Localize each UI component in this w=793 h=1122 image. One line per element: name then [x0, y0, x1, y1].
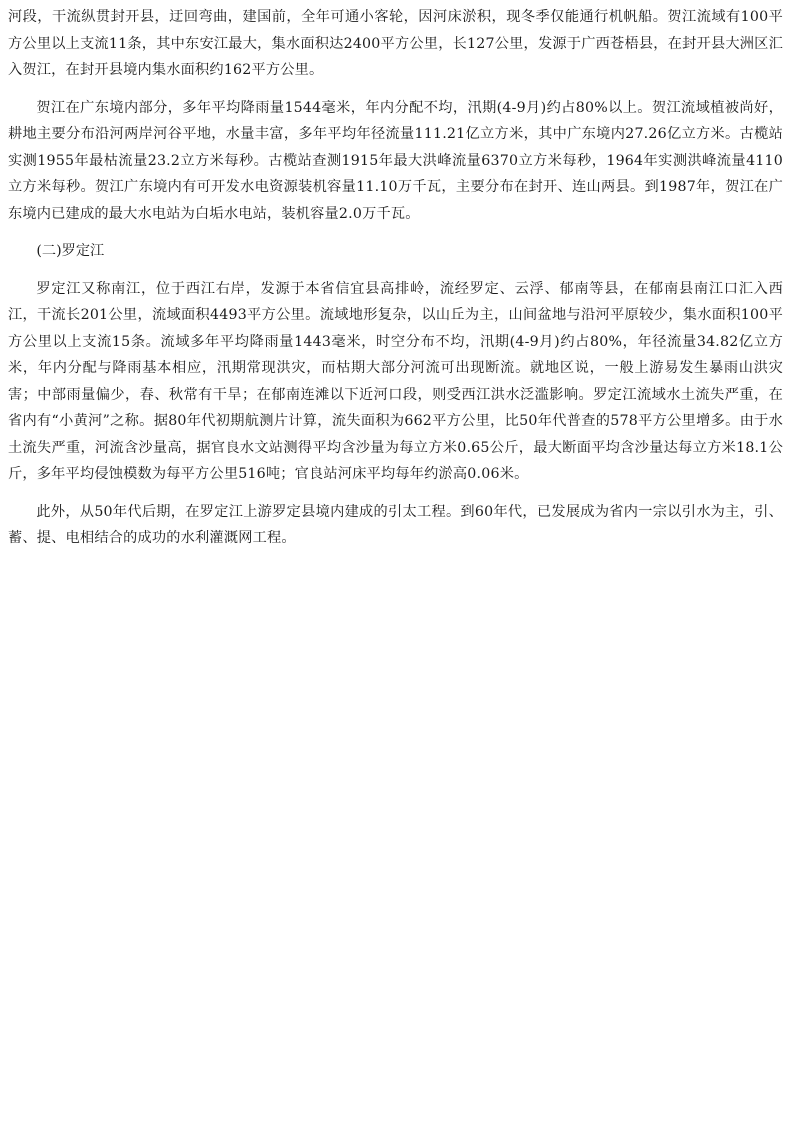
- paragraph-luodingjiang-overview: 罗定江又称南江，位于西江右岸，发源于本省信宜县高排岭，流经罗定、云浮、郁南等县，在郁南县南江口汇入西江，干流长201公里，流域面积4493平方公里。流域地形复杂，以山丘为主，山间盆地与沿河平原较少，集水面积100平方公里以上支流15条。流域多年平均降雨量1443毫米，时空分布不均，汛期(4-9月)约占80%，年径流量34.82亿立方米，年内分配与降雨基本相应，汛期常现洪灾，而枯期大部分河流可出现断流。就地区说，一般上游易发生暴雨山洪灾害；中部雨量偏少，春、秋常有干旱；在郁南连滩以下近河口段，则受西江洪水泛滥影响。罗定江流域水土流失严重，在省内有“小黄河”之称。据80年代初期航测片计算，流失面积为662平方公里，比50年代普查的578平方公里增多。由于水土流失严重，河流含沙量高，据官良水文站测得平均含沙量为每立方米0.65公斤，最大断面平均含沙量达每立方米18.1公斤，多年平均侵蚀模数为每平方公里516吨；官良站河床平均每年约淤高0.06米。: [8, 280, 783, 482]
- paragraph-hejiang-hydrology: 贺江在广东境内部分，多年平均降雨量1544毫米，年内分配不均，汛期(4-9月)约占80%以上。贺江流域植被尚好，耕地主要分布沿河两岸河谷平地，水量丰富，多年平均年径流量111.21亿立方米，其中广东境内27.26亿立方米。古榄站实测1955年最枯流量23.2立方米每秒。古榄站查测1915年最大洪峰流量6370立方米每秒，1964年实测洪峰流量4110立方米每秒。贺江广东境内有可开发水电资源装机容量11.10万千瓦，主要分布在封开、连山两县。到1987年，贺江在广东境内已建成的最大水电站为白垢水电站，装机容量2.0万千瓦。: [8, 99, 783, 222]
- paragraph-hejiang-tributaries: 河段，干流纵贯封开县，迂回弯曲，建国前，全年可通小客轮，因河床淤积，现冬季仅能通行机帆船。贺江流域有100平方公里以上支流11条，其中东安江最大，集水面积达2400平方公里，长127公里，发源于广西苍梧县，在封开县大洲区汇入贺江，在封开县境内集水面积约162平方公里。: [8, 9, 783, 78]
- paragraph-yintai-project: 此外，从50年代后期，在罗定江上游罗定县境内建成的引太工程。到60年代，已发展成为省内一宗以引水为主，引、蓄、提、电相结合的成功的水利灌溉网工程。: [8, 503, 783, 546]
- section-heading-luodingjiang: (二)罗定江: [36, 243, 105, 259]
